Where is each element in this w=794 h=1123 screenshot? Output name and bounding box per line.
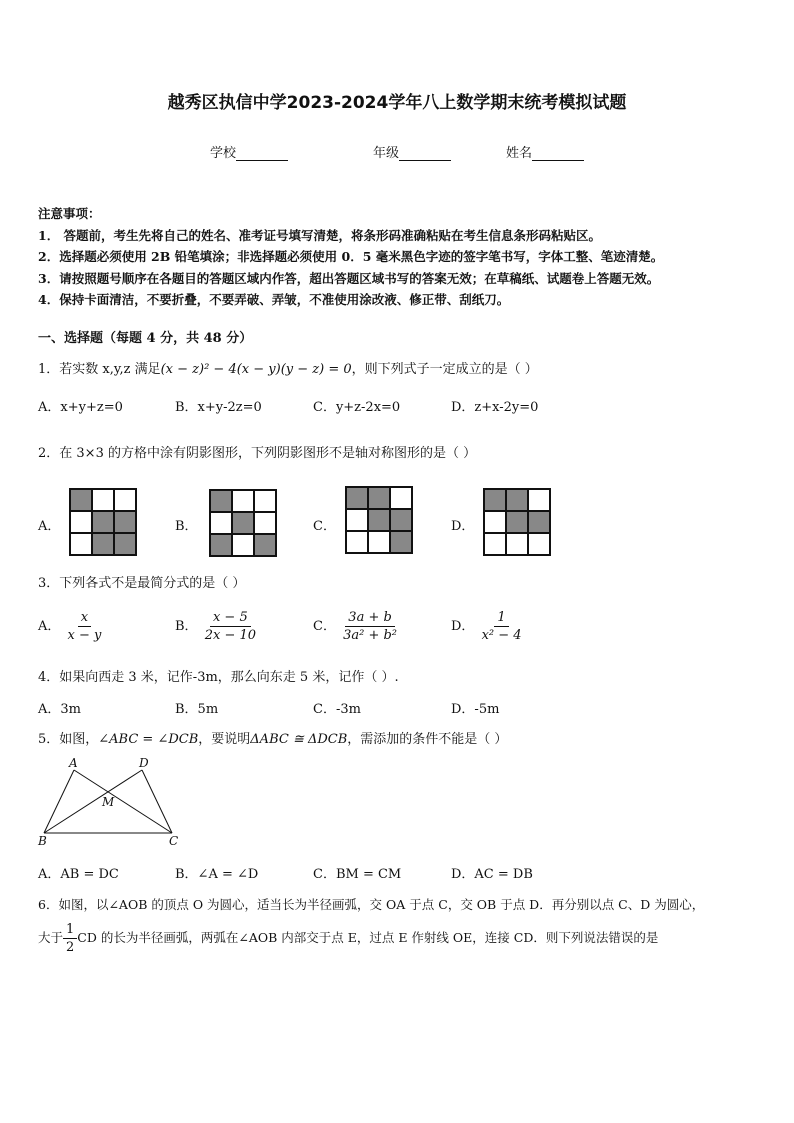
question-2: 2．在 3×3 的方格中涂有阴影图形，下列阴影图形不是轴对称图形的是（ ） — [38, 446, 477, 461]
empty-cell — [114, 489, 136, 511]
empty-cell — [70, 533, 92, 555]
q5-congruence: ΔABC ≅ ΔDCB — [250, 732, 348, 747]
shaded-cell — [368, 487, 390, 509]
shaded-cell — [346, 487, 368, 509]
shaded-cell — [506, 511, 528, 533]
empty-cell — [368, 531, 390, 553]
q4-option-d[interactable]: D．-5m — [451, 702, 500, 717]
question-6-line-1: 6．如图，以∠AOB 的顶点 O 为圆心，适当长为半径画弧，交 OA 于点 C，交 OB 于点 D．再分别以点 C、D 为圆心， — [38, 897, 705, 912]
label-d: D — [139, 756, 149, 770]
grid-3x3 — [483, 488, 551, 556]
shaded-cell — [92, 533, 114, 555]
school-blank[interactable] — [236, 147, 288, 161]
q5-option-a[interactable]: A．AB = DC — [38, 867, 119, 882]
shaded-cell — [254, 534, 276, 556]
empty-cell — [484, 533, 506, 555]
label-a: A — [69, 756, 78, 770]
q2-grid-a — [69, 488, 137, 556]
school-field: 学校 — [210, 142, 288, 161]
empty-cell — [390, 487, 412, 509]
question-6-line-2: 大于 $\frac{1}{2}$ CD 的长为半径画弧，两弧在∠AOB 内部交于点 E，过点 E 作射线 OE，连接 CD．则下列说法错误的是 — [38, 922, 659, 955]
note-item: 4．保持卡面清洁，不要折叠，不要弄破、弄皱，不准使用涂改液、修正带、刮纸刀。 — [38, 292, 510, 307]
empty-cell — [210, 512, 232, 534]
empty-cell — [254, 512, 276, 534]
q2-grid-c — [345, 486, 413, 554]
section-heading: 一、选择题（每题 4 分，共 48 分） — [38, 331, 253, 346]
q1-formula: (x − z)² − 4(x − y)(y − z) = 0 — [160, 362, 352, 377]
notes-block — [38, 203, 663, 311]
grid-3x3 — [69, 488, 137, 556]
q1-option-c[interactable]: C．y+z-2x=0 — [313, 400, 401, 415]
notes-heading: 注意事项： — [38, 206, 101, 221]
empty-cell — [70, 511, 92, 533]
q3-option-b[interactable]: B． $\frac{x - 5}{2x - 10}$ — [175, 610, 259, 643]
empty-cell — [232, 534, 254, 556]
shaded-cell — [506, 489, 528, 511]
q2-grid-d — [483, 488, 551, 556]
shaded-cell — [232, 512, 254, 534]
q1-option-a[interactable]: A．x+y+z=0 — [38, 400, 123, 415]
shaded-cell — [528, 511, 550, 533]
q3-fraction-d: $\frac{1}{\text{x² − 4}}$ — [481, 610, 522, 643]
empty-cell — [346, 531, 368, 553]
empty-cell — [92, 489, 114, 511]
shaded-cell — [368, 509, 390, 531]
q5-condition: ∠ABC = ∠DCB — [98, 732, 199, 747]
page-title: 越秀区执信中学2023-2024学年八上数学期末统考模拟试题 — [167, 93, 627, 113]
grade-blank[interactable] — [399, 147, 451, 161]
empty-cell — [528, 533, 550, 555]
shaded-cell — [390, 509, 412, 531]
q5-option-d[interactable]: D．AC = DB — [451, 867, 533, 882]
q1-option-b[interactable]: B．x+y-2z=0 — [175, 400, 262, 415]
q6-half-fraction: $\frac{1}{2}$ — [63, 922, 77, 955]
question-4: 4．如果向西走 3 米，记作-3m，那么向东走 5 米，记作（ ）. — [38, 670, 399, 685]
note-item: 1． 答题前，考生先将自己的姓名、准考证号填写清楚，将条形码准确粘贴在考生信息条形码粘贴区。 — [38, 227, 602, 243]
label-b: B — [38, 834, 47, 848]
q2-option-a[interactable]: A． — [38, 519, 61, 534]
shaded-cell — [390, 531, 412, 553]
note-item: 3．请按照题号顺序在各题目的答题区域内作答，超出答题区域书写的答案无效；在草稿纸、试题卷上答题无效。 — [38, 270, 660, 286]
q1-option-d[interactable]: D．z+x-2y=0 — [451, 400, 539, 415]
q2-option-b[interactable]: B． — [175, 519, 198, 534]
q5-option-c[interactable]: C．BM = CM — [313, 867, 402, 882]
q3-fraction-c: $\frac{3a + b}{\text{3a² + b²}}$ — [343, 610, 398, 643]
empty-cell — [506, 533, 528, 555]
shaded-cell — [210, 490, 232, 512]
q4-option-b[interactable]: B．5m — [175, 702, 219, 717]
label-c: C — [169, 834, 179, 848]
q2-grid-b — [209, 489, 277, 557]
q3-fraction-b: $\frac{x - 5}{2x - 10}$ — [204, 610, 257, 643]
q5-option-b[interactable]: B．∠A = ∠D — [175, 867, 259, 882]
question-1: 1．若实数 x,y,z 满足(x − z)² − 4(x − y)(y − z) = 0，则下列式子一定成立的是（ ） — [38, 362, 538, 377]
empty-cell — [346, 509, 368, 531]
empty-cell — [254, 490, 276, 512]
q3-fraction-a: $\frac{x}{x - y}$ — [67, 610, 102, 643]
name-blank[interactable] — [532, 147, 584, 161]
q5-figure — [36, 756, 186, 848]
grade-field: 年级 — [373, 142, 451, 161]
name-field: 姓名 — [506, 142, 584, 161]
q3-option-d[interactable]: D． $\frac{1}{\text{x² − 4}}$ — [451, 610, 525, 643]
question-5: 5．如图，∠ABC = ∠DCB，要说明ΔABC ≅ ΔDCB，需添加的条件不能是（ ） — [38, 732, 508, 747]
shaded-cell — [114, 511, 136, 533]
q2-option-d[interactable]: D． — [451, 519, 475, 534]
note-item: 2．选择题必须使用 2B 铅笔填涂；非选择题必须使用 0．5 毫米黑色字迹的签字笔书写，字体工整、笔迹清楚。 — [38, 249, 664, 264]
q4-option-a[interactable]: A．3m — [38, 702, 81, 717]
q2-option-c[interactable]: C． — [313, 519, 336, 534]
empty-cell — [528, 489, 550, 511]
shaded-cell — [70, 489, 92, 511]
shaded-cell — [114, 533, 136, 555]
shaded-cell — [210, 534, 232, 556]
shaded-cell — [484, 489, 506, 511]
q4-option-c[interactable]: C．-3m — [313, 702, 361, 717]
empty-cell — [232, 490, 254, 512]
grid-3x3 — [345, 486, 413, 554]
grid-3x3 — [209, 489, 277, 557]
empty-cell — [484, 511, 506, 533]
q3-option-c[interactable]: C． $\frac{3a + b}{\text{3a² + b²}}$ — [313, 610, 400, 643]
shaded-cell — [92, 511, 114, 533]
label-m: M — [102, 795, 115, 809]
q3-option-a[interactable]: A． $\frac{x}{x - y}$ — [38, 610, 104, 643]
question-3: 3．下列各式不是最简分式的是（ ） — [38, 576, 246, 591]
